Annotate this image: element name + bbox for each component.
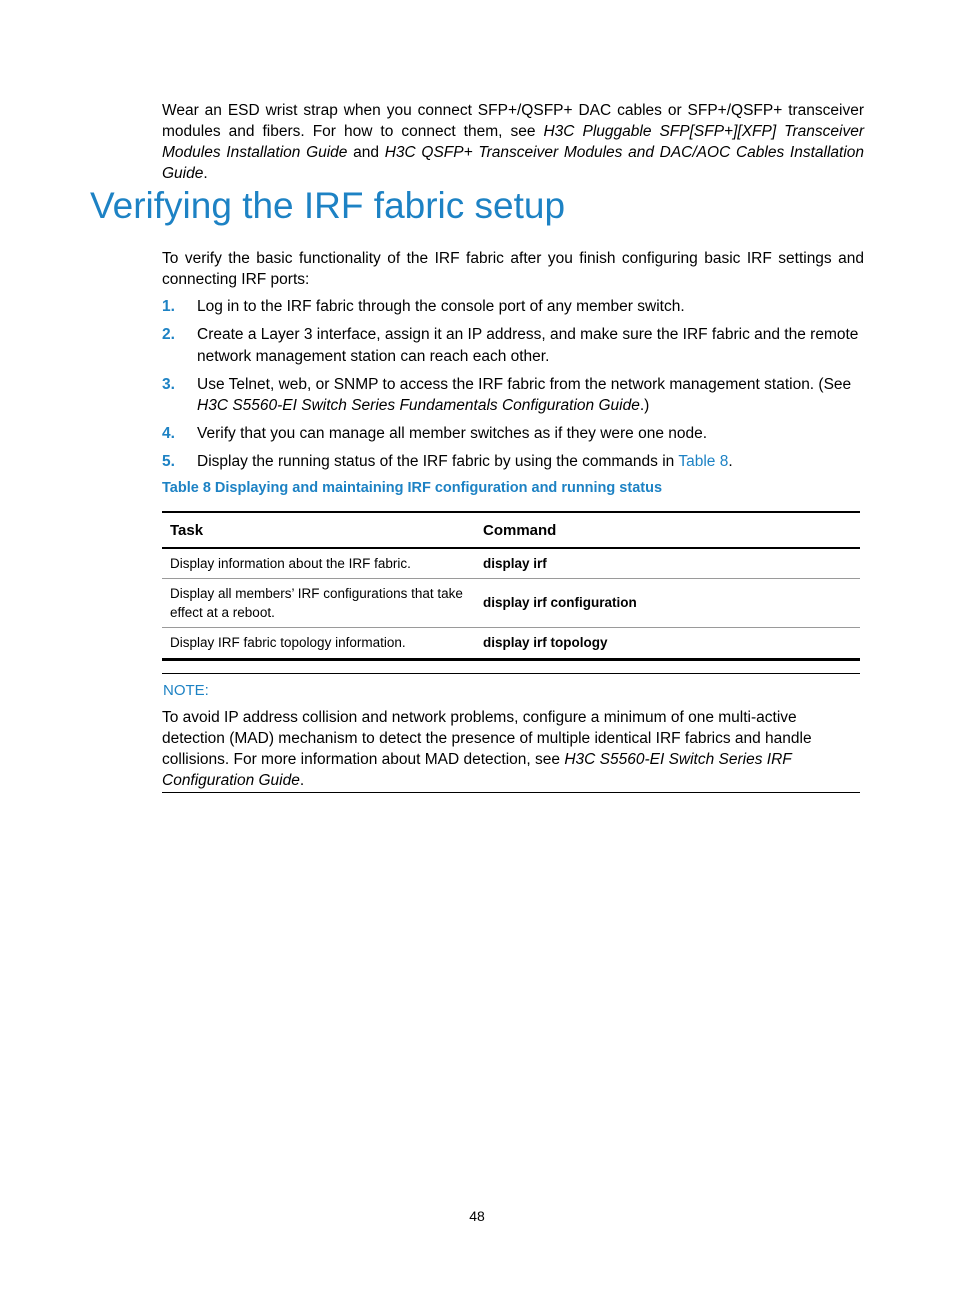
page-number: 48	[469, 1208, 485, 1224]
step-number: 3.	[162, 375, 175, 393]
table-caption: Table 8 Displaying and maintaining IRF configuration and running status	[162, 480, 663, 496]
step-text: Create a Layer 3 interface, assign it an IP address, and make sure the IRF fabric and the remote network management station can reach each other.	[197, 326, 859, 365]
task-cell: Display all members’ IRF configurations that take effect at a reboot.	[162, 578, 475, 627]
column-header-task: Task	[162, 512, 475, 548]
note-body	[162, 707, 860, 791]
column-header-command: Command	[475, 512, 860, 548]
note-box	[162, 673, 860, 793]
intro-text-3: .	[203, 165, 208, 182]
table-row	[162, 627, 860, 659]
lead-paragraph: To verify the basic functionality of the IRF fabric after you finish configuring basic IRF settings and connecting IRF ports:	[162, 250, 864, 288]
step-number: 2.	[162, 326, 175, 343]
intro-ref-sfp-guide: H3C Pluggable SFP[SFP+][XFP] Transceiver Modules Installation Guide	[162, 123, 864, 161]
step-5	[162, 451, 864, 473]
procedure-steps	[162, 296, 864, 479]
note-label: NOTE:	[163, 682, 209, 699]
step-number: 4.	[162, 425, 175, 442]
step-text-after: .)	[639, 397, 650, 414]
step-text: Use Telnet, web, or SNMP to access the IRF fabric from the network management station. (See	[197, 375, 852, 393]
step-text: Log in to the IRF fabric through the console port of any member switch.	[197, 298, 685, 315]
table-header-row	[162, 512, 860, 548]
step-1	[162, 296, 864, 318]
command-cell: display irf	[475, 548, 860, 578]
step-3	[162, 374, 864, 417]
step-ref-fundamentals-guide: H3C S5560-EI Switch Series Fundamentals Configuration Guide	[197, 397, 640, 414]
command-cell: display irf configuration	[475, 578, 860, 627]
section-heading: Verifying the IRF fabric setup	[90, 185, 566, 226]
intro-text-1: Wear an ESD wrist strap when you connect SFP+/QSFP+ DAC cables or SFP+/QSFP+ transceiver modules and fibers. For how to connect them, see	[162, 102, 864, 140]
step-number: 1.	[162, 298, 175, 315]
intro-ref-qsfp-guide: H3C QSFP+ Transceiver Modules and DAC/AOC Cables Installation Guide	[162, 144, 865, 182]
step-number: 5.	[162, 453, 175, 470]
note-text: To avoid IP address collision and network problems, configure a minimum of one multi-active detection (MAD) mechanism to detect the presence of multiple identical IRF fabrics and handle collisions. For more information about MAD detection, see	[162, 709, 812, 768]
task-cell: Display IRF fabric topology information.	[162, 627, 475, 659]
step-4	[162, 423, 864, 445]
command-cell: display irf topology	[475, 627, 860, 659]
commands-table	[162, 511, 860, 661]
task-cell: Display information about the IRF fabric.	[162, 548, 475, 578]
step-text-after: .	[728, 453, 733, 470]
note-ref-irf-guide: H3C S5560-EI Switch Series IRF Configuration Guide	[162, 751, 792, 789]
intro-paragraph	[162, 100, 864, 184]
table-row	[162, 548, 860, 578]
step-text: Verify that you can manage all member switches as if they were one node.	[197, 425, 708, 442]
step-text: Display the running status of the IRF fabric by using the commands in	[197, 453, 679, 470]
note-text-after: .	[299, 772, 305, 789]
intro-text-2: and	[347, 144, 385, 161]
step-2	[162, 324, 864, 367]
table-8-link[interactable]: Table 8	[678, 453, 729, 470]
table-row	[162, 578, 860, 627]
